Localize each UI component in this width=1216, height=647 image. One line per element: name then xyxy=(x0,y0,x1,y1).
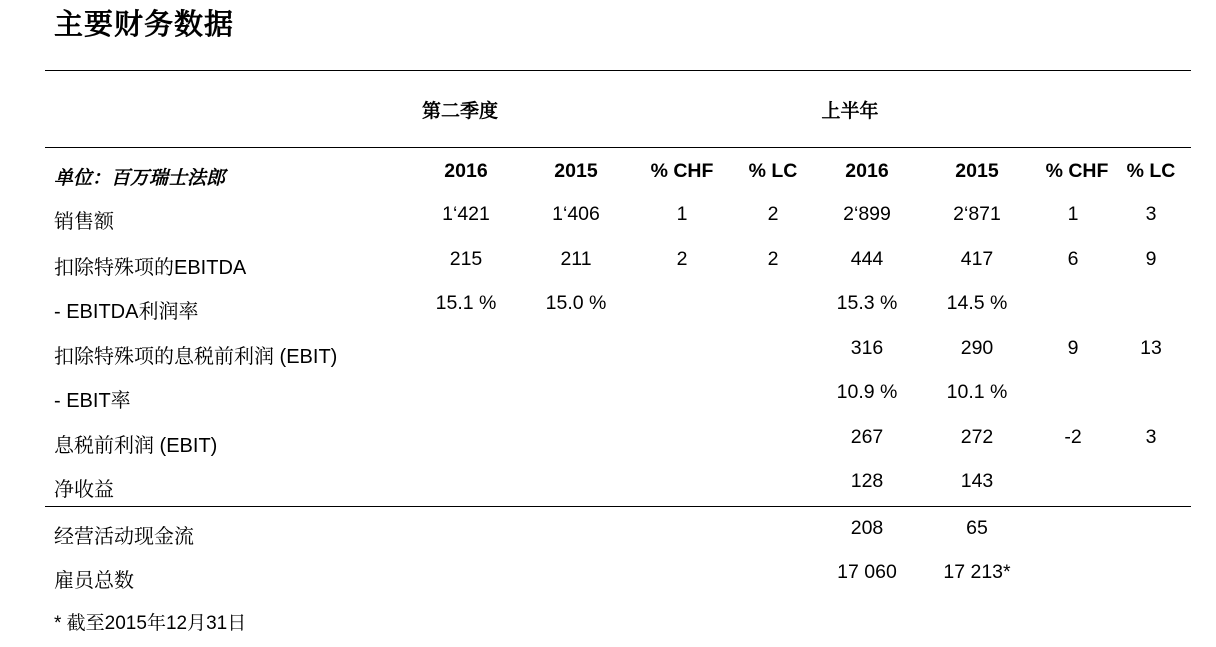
cell: 1‘406 xyxy=(552,203,600,225)
cell: 211 xyxy=(560,248,592,270)
table-row xyxy=(0,517,1216,547)
cell: 17 060 xyxy=(837,561,897,583)
cell: 215 xyxy=(449,248,483,270)
cell: 267 xyxy=(850,426,884,448)
table-row xyxy=(0,292,1216,322)
cell: 1 xyxy=(1067,203,1079,225)
cell: 10.1 % xyxy=(946,381,1008,403)
cell: 3 xyxy=(1145,203,1157,225)
col-q2-2016: 2016 xyxy=(444,160,488,182)
row-label: 净收益 xyxy=(54,479,114,501)
table-row xyxy=(0,337,1216,367)
cell: 316 xyxy=(850,337,884,359)
col-h1-lc: % LC xyxy=(1126,160,1176,182)
header-rule xyxy=(45,147,1191,148)
col-q2-chf: % CHF xyxy=(650,160,714,182)
cell: 9 xyxy=(1067,337,1079,359)
cell: 208 xyxy=(850,517,884,539)
cell: 6 xyxy=(1067,248,1079,270)
cell: 272 xyxy=(960,426,994,448)
row-label: 扣除特殊项的息税前利润 (EBIT) xyxy=(54,346,338,368)
cell: 143 xyxy=(960,470,994,492)
group-header-h1: 上半年 xyxy=(821,101,879,122)
cell: 9 xyxy=(1145,248,1157,270)
footnote: * 截至2015年12月31日 xyxy=(54,613,247,634)
cell: 65 xyxy=(966,517,988,539)
cell: -2 xyxy=(1064,426,1082,448)
table-row xyxy=(0,426,1216,456)
row-label: 息税前利润 (EBIT) xyxy=(54,435,218,457)
cell: 290 xyxy=(960,337,994,359)
section-rule xyxy=(45,506,1191,507)
row-label: 经营活动现金流 xyxy=(54,526,194,548)
row-label: 销售额 xyxy=(54,211,114,233)
col-q2-2015: 2015 xyxy=(554,160,598,182)
row-label: 雇员总数 xyxy=(54,570,134,592)
cell: 14.5 % xyxy=(946,292,1008,314)
unit-label: 单位：百万瑞士法郎 xyxy=(54,168,226,189)
table-row xyxy=(0,381,1216,411)
page-title: 主要财务数据 xyxy=(54,7,235,41)
cell: 10.9 % xyxy=(836,381,898,403)
cell: 2 xyxy=(767,203,779,225)
cell: 15.0 % xyxy=(545,292,607,314)
cell: 3 xyxy=(1145,426,1157,448)
cell: 444 xyxy=(850,248,884,270)
col-h1-chf: % CHF xyxy=(1045,160,1109,182)
table-row xyxy=(0,470,1216,500)
cell: 1 xyxy=(676,203,688,225)
col-h1-2015: 2015 xyxy=(955,160,999,182)
table-row xyxy=(0,203,1216,233)
col-h1-2016: 2016 xyxy=(845,160,889,182)
cell: 15.1 % xyxy=(435,292,497,314)
group-header-q2: 第二季度 xyxy=(421,101,498,122)
table-row xyxy=(0,561,1216,591)
cell: 417 xyxy=(960,248,994,270)
cell: 17 213* xyxy=(943,561,1011,583)
cell: 2 xyxy=(676,248,688,270)
col-q2-lc: % LC xyxy=(748,160,798,182)
row-label: 扣除特殊项的EBITDA xyxy=(54,257,247,279)
row-label: - EBITDA利润率 xyxy=(54,301,199,323)
row-label: - EBIT率 xyxy=(54,390,131,412)
top-rule xyxy=(45,70,1191,71)
cell: 15.3 % xyxy=(836,292,898,314)
cell: 2‘899 xyxy=(843,203,891,225)
table-row xyxy=(0,248,1216,278)
cell: 128 xyxy=(850,470,884,492)
cell: 1‘421 xyxy=(442,203,490,225)
cell: 2 xyxy=(767,248,779,270)
cell: 13 xyxy=(1140,337,1162,359)
cell: 2‘871 xyxy=(953,203,1001,225)
column-header-row xyxy=(0,160,1216,190)
